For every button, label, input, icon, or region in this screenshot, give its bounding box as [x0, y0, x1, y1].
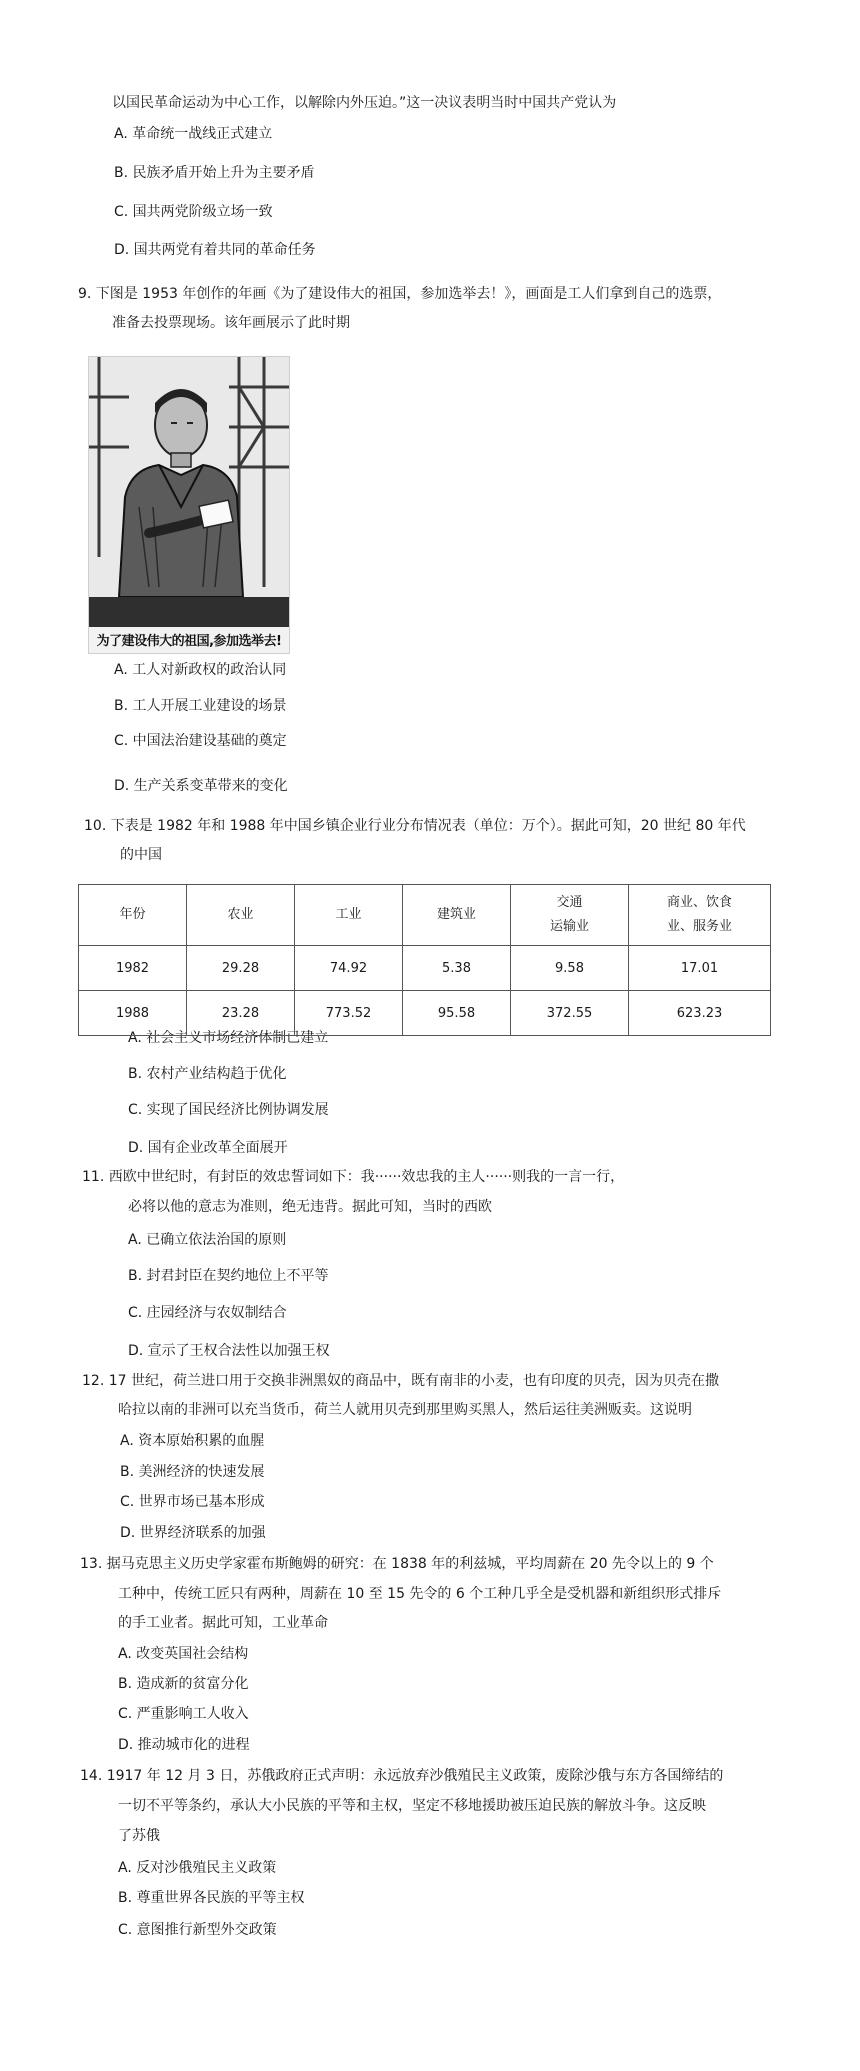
table-cell: 5.38: [403, 946, 511, 991]
answer-option: D. 世界经济联系的加强: [120, 1525, 266, 1541]
answer-option: D. 国共两党有着共同的革命任务: [114, 242, 316, 258]
answer-option: C. 实现了国民经济比例协调发展: [128, 1102, 329, 1118]
answer-option: B. 民族矛盾开始上升为主要矛盾: [114, 165, 315, 181]
header-construction: 建筑业: [403, 885, 511, 946]
header-industry: 工业: [295, 885, 403, 946]
table-cell: 9.58: [511, 946, 629, 991]
answer-option: C. 中国法治建设基础的奠定: [114, 733, 287, 749]
answer-option: D. 国有企业改革全面展开: [128, 1140, 288, 1156]
answer-option: A. 改变英国社会结构: [118, 1646, 249, 1662]
question-line: 11. 西欧中世纪时，有封臣的效忠誓词如下：我······效忠我的主人······则我的一言一行，: [82, 1169, 625, 1185]
table-cell: 1982: [79, 946, 187, 991]
answer-option: B. 农村产业结构趋于优化: [128, 1066, 287, 1082]
table-cell: 29.28: [187, 946, 295, 991]
answer-option: D. 推动城市化的进程: [118, 1737, 250, 1753]
question-line: 工种中，传统工匠只有两种，周薪在 10 至 15 先令的 6 个工种几乎全是受机器和新组织形式排斥: [118, 1586, 722, 1602]
question-line: 的中国: [120, 847, 162, 863]
table-cell: 1988: [79, 991, 187, 1036]
answer-option: C. 庄园经济与农奴制结合: [128, 1305, 287, 1321]
header-agriculture: 农业: [187, 885, 295, 946]
question-line: 12. 17 世纪，荷兰进口用于交换非洲黑奴的商品中，既有南非的小麦，也有印度的贝壳，因为贝壳在撒: [82, 1373, 719, 1389]
answer-option: A. 工人对新政权的政治认同: [114, 662, 287, 678]
question-line: 以国民革命运动为中心工作，以解除内外压迫。”这一决议表明当时中国共产党认为: [112, 95, 617, 111]
question-line: 13. 据马克思主义历史学家霍布斯鲍姆的研究：在 1838 年的利兹城，平均周薪在 20 先令以上的 9 个: [80, 1556, 714, 1572]
question-line: 必将以他的意志为准则，绝无违背。据此可知，当时的西欧: [128, 1199, 492, 1215]
header-year: 年份: [79, 885, 187, 946]
answer-option: A. 已确立依法治国的原则: [128, 1232, 287, 1248]
table-header-row: [79, 885, 771, 946]
answer-option: C. 世界市场已基本形成: [120, 1494, 265, 1510]
answer-option: B. 尊重世界各民族的平等主权: [118, 1890, 305, 1906]
answer-option: C. 国共两党阶级立场一致: [114, 204, 273, 220]
question-line: 9. 下图是 1953 年创作的年画《为了建设伟大的祖国，参加选举去！》，画面是工人们拿到自己的选票，: [78, 286, 722, 302]
poster-image: [88, 356, 290, 654]
enterprise-distribution-table: [78, 884, 771, 1036]
table-cell: 773.52: [295, 991, 403, 1036]
answer-option: B. 封君封臣在契约地位上不平等: [128, 1268, 329, 1284]
worker-illustration: [89, 357, 289, 653]
answer-option: C. 严重影响工人收入: [118, 1706, 249, 1722]
table-cell: 23.28: [187, 991, 295, 1036]
table-cell: 372.55: [511, 991, 629, 1036]
answer-option: A. 革命统一战线正式建立: [114, 126, 273, 142]
answer-option: A. 社会主义市场经济体制已建立: [128, 1030, 329, 1046]
table-cell: 17.01: [629, 946, 771, 991]
question-line: 一切不平等条约，承认大小民族的平等和主权，坚定不移地援助被压迫民族的解放斗争。这反映: [118, 1798, 706, 1814]
answer-option: A. 资本原始积累的血腥: [120, 1433, 265, 1449]
question-line: 准备去投票现场。该年画展示了此时期: [112, 315, 350, 331]
answer-option: B. 美洲经济的快速发展: [120, 1464, 265, 1480]
table-row: [79, 946, 771, 991]
answer-option: C. 意图推行新型外交政策: [118, 1922, 277, 1938]
answer-option: B. 工人开展工业建设的场景: [114, 698, 287, 714]
table-cell: 95.58: [403, 991, 511, 1036]
table-cell: 74.92: [295, 946, 403, 991]
header-commerce: 商业、饮食 业、服务业: [629, 885, 771, 946]
question-line: 的手工业者。据此可知，工业革命: [118, 1615, 328, 1631]
answer-option: B. 造成新的贫富分化: [118, 1676, 249, 1692]
question-line: 了苏俄: [118, 1828, 160, 1844]
question-line: 哈拉以南的非洲可以充当货币，荷兰人就用贝壳到那里购买黑人，然后运往美洲贩卖。这说明: [118, 1402, 692, 1418]
poster-caption: 为了建设伟大的祖国,参加选举去!: [96, 634, 282, 649]
answer-option: D. 生产关系变革带来的变化: [114, 778, 288, 794]
table-row: [79, 991, 771, 1036]
header-transport: 交通 运输业: [511, 885, 629, 946]
question-line: 14. 1917 年 12 月 3 日，苏俄政府正式声明：永远放弃沙俄殖民主义政策，废除沙俄与东方各国缔结的: [80, 1768, 724, 1784]
answer-option: D. 宣示了王权合法性以加强王权: [128, 1343, 330, 1359]
question-line: 10. 下表是 1982 年和 1988 年中国乡镇企业行业分布情况表（单位：万个）。据此可知，20 世纪 80 年代: [84, 818, 746, 834]
answer-option: A. 反对沙俄殖民主义政策: [118, 1860, 277, 1876]
table-cell: 623.23: [629, 991, 771, 1036]
